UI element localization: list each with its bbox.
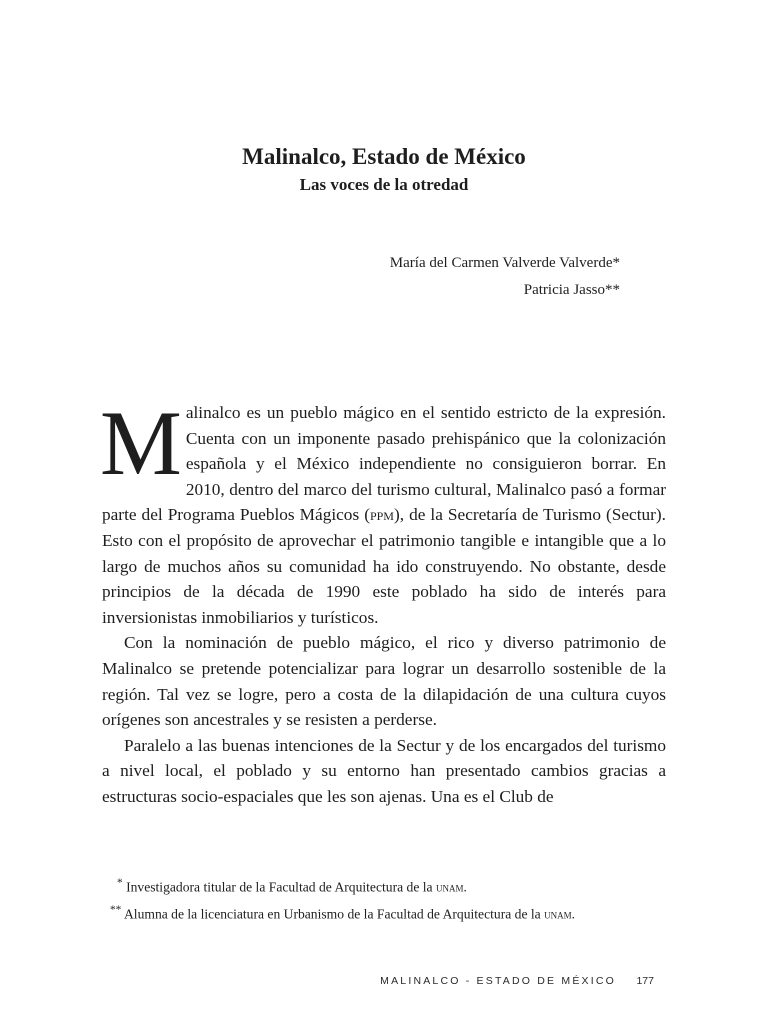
footnote: [110, 899, 690, 926]
abbreviation: unam: [435, 879, 464, 895]
footnote-mark: **: [110, 903, 122, 916]
abbreviation: unam: [544, 906, 572, 922]
drop-cap: M: [100, 392, 182, 494]
body-paragraph: [100, 392, 666, 630]
running-footer: MALINALCO - ESTADO DE MÉXICO: [380, 975, 616, 987]
author-list: [390, 250, 620, 304]
page-number: 177: [636, 975, 654, 987]
footnote-text: .: [571, 906, 576, 922]
footnote-text: Alumna de la licenciatura en Urbanismo de la Facultad de Arquitectura de la: [123, 906, 545, 922]
body-paragraph: Con la nominación de pueblo mágico, el rico y diverso patrimonio de Malinalco se pretende potencializar para lograr un desarrollo sostenible de la región. Tal vez se logre, pero a costa de la dilapidación de una cultura cuyos orígenes son ancestrales y se resisten a perderse.: [102, 633, 666, 730]
article-body: [100, 392, 666, 810]
footnote: [110, 872, 690, 899]
footnote-text: Investigadora titular de la Facultad de Arquitectura de la: [126, 879, 436, 895]
article-title: Malinalco, Estado de México: [242, 144, 526, 169]
body-paragraph: Paralelo a las buenas intenciones de la Sectur y de los encargados del turismo a nivel local, el poblado y su entorno han presentado cambios gracias a estructuras socio-espaciales que les son ajenas. Una es el Club de: [102, 735, 666, 806]
article-subtitle: Las voces de la otredad: [299, 175, 469, 194]
author-name: Patricia Jasso**: [523, 282, 620, 298]
paragraph-text: ), de la Secretaría de Turismo (Sectur). Esto con el propósito de aprovechar el patrimonio tangible e intangible que a lo largo de muchos años su comunidad ha ido construyendo. No obstante, desde principios de la década de 1990 este poblado ha sido de interés para inversionistas inmobiliarios y turísticos.: [102, 505, 666, 627]
author-name: María del Carmen Valverde Valverde*: [389, 255, 620, 271]
footnote-text: .: [463, 879, 467, 895]
paragraph-text: alinalco es un pueblo mágico en el sentido estricto de la expresión. Cuenta con un imponente pasado prehispánico que la colonización española y el México independiente no consiguieron borrar. En 2010, dentro del marco del turismo cultural, Malinalco pasó a formar parte del Programa Pueblos Mágicos (: [102, 403, 666, 525]
footnotes: [110, 872, 690, 925]
footnote-mark: *: [117, 877, 123, 889]
abbreviation: ppm: [369, 505, 394, 525]
